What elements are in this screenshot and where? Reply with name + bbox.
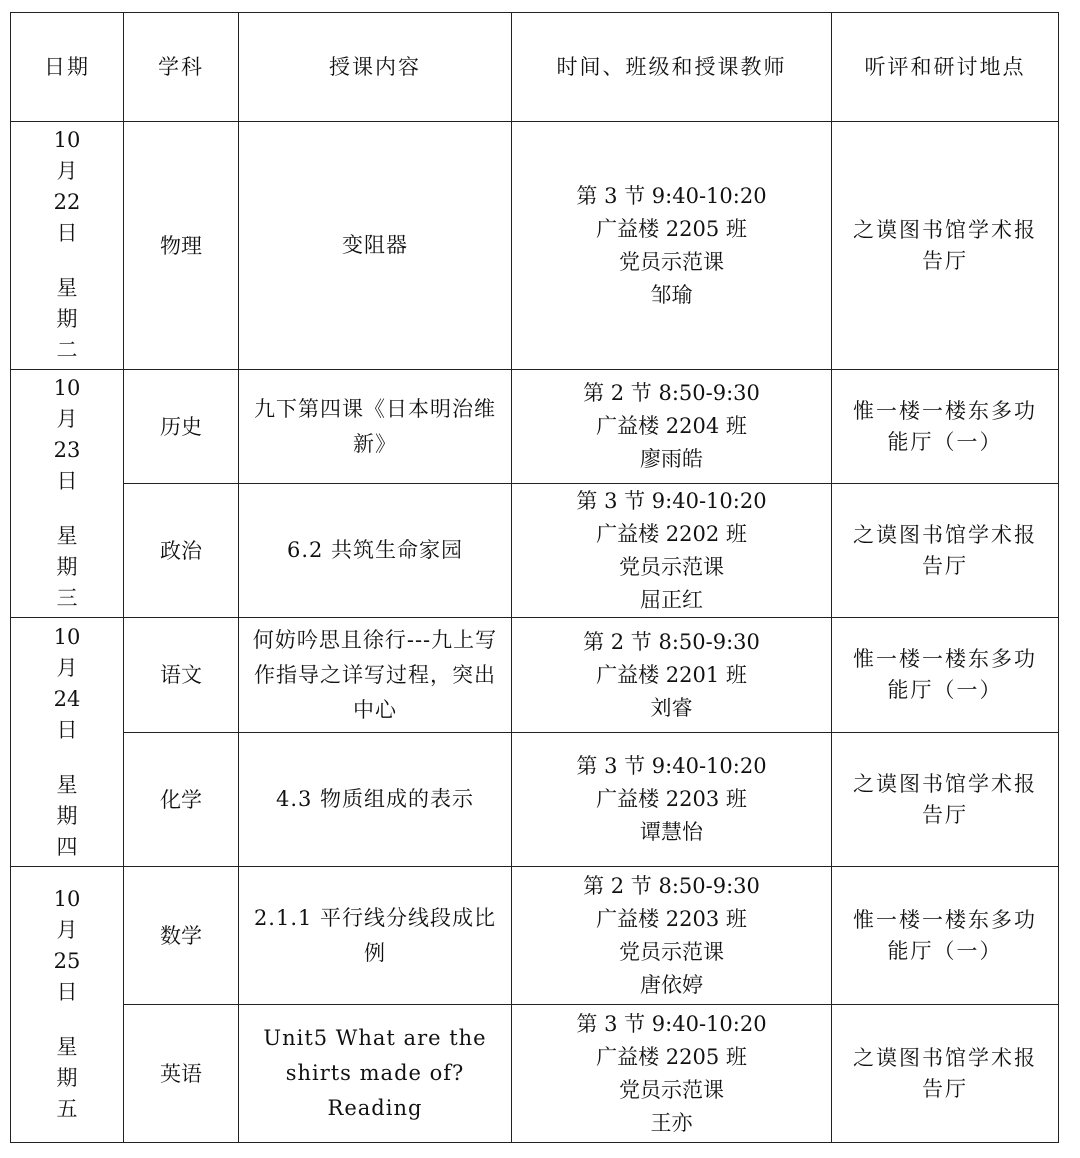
weekday-line: 期: [56, 1066, 78, 1090]
location-cell: 之谟图书馆学术报告厅: [832, 1005, 1059, 1143]
time-line: 广益楼 2201 班: [596, 662, 747, 687]
content-cell: 6.2 共筑生命家园: [239, 484, 512, 618]
time-line: 广益楼 2202 班: [596, 521, 747, 546]
table-row: [11, 867, 1059, 1005]
weekday-line: 星: [56, 772, 78, 797]
date-line: 月: [56, 655, 78, 680]
time-line: 刘睿: [650, 695, 693, 720]
time-line: 第 3 节 9:40-10:20: [576, 488, 767, 513]
date-line: 月: [56, 159, 78, 183]
table-row: [11, 618, 1059, 733]
location-cell: 之谟图书馆学术报告厅: [832, 122, 1059, 370]
table-row: [11, 484, 1059, 618]
subject-cell: 历史: [124, 370, 239, 484]
time-line: 党员示范课: [619, 939, 724, 964]
content-cell: 2.1.1 平行线分线段成比例: [239, 867, 512, 1005]
time-class-teacher-cell: [512, 733, 832, 867]
header-subject: 学科: [124, 13, 239, 122]
content-cell: 何妨吟思且徐行---九上写作指导之详写过程，突出中心: [239, 618, 512, 733]
header-time-class-teacher: 时间、班级和授课教师: [512, 13, 832, 122]
weekday-line: 三: [56, 586, 78, 610]
content-cell: 九下第四课《日本明治维新》: [239, 370, 512, 484]
time-line: 党员示范课: [619, 1077, 724, 1102]
time-line: 广益楼 2205 班: [596, 216, 747, 241]
weekday-line: 星: [56, 1035, 78, 1059]
schedule-table: [10, 12, 1059, 1143]
time-line: 党员示范课: [619, 554, 724, 579]
table-row: [11, 370, 1059, 484]
subject-cell: 语文: [124, 618, 239, 733]
location-cell: 惟一楼一楼东多功能厅（一）: [832, 618, 1059, 733]
header-content: 授课内容: [239, 13, 512, 122]
time-line: 第 3 节 9:40-10:20: [576, 754, 767, 778]
date-line: 25: [53, 949, 81, 973]
time-line: 屈正红: [640, 587, 703, 612]
weekday-line: 四: [56, 834, 78, 859]
time-line: 邹瑜: [650, 282, 693, 307]
date-line: 24: [53, 686, 81, 711]
subject-cell: 政治: [124, 484, 239, 618]
date-line: 月: [56, 918, 78, 942]
date-line: 日: [56, 469, 78, 493]
date-gap: [21, 249, 113, 273]
time-line: 第 2 节 8:50-9:30: [583, 873, 760, 898]
time-line: 广益楼 2204 班: [596, 414, 747, 438]
time-class-teacher-cell: [512, 122, 832, 370]
table-row: [11, 122, 1059, 370]
schedule-body: [11, 122, 1059, 1143]
time-line: 谭慧怡: [640, 820, 703, 844]
date-line: 22: [53, 190, 81, 214]
subject-cell: 物理: [124, 122, 239, 370]
date-line: 10: [53, 376, 81, 400]
date-line: 10: [53, 128, 81, 152]
weekday-line: 期: [56, 555, 78, 579]
weekday-line: 五: [56, 1097, 78, 1121]
location-cell: 之谟图书馆学术报告厅: [832, 733, 1059, 867]
date-cell: [11, 867, 124, 1143]
location-cell: 惟一楼一楼东多功能厅（一）: [832, 370, 1059, 484]
weekday-line: 期: [56, 803, 78, 828]
date-line: 10: [53, 624, 81, 649]
subject-cell: 数学: [124, 867, 239, 1005]
date-gap: [21, 497, 113, 521]
header-location: 听评和研讨地点: [832, 13, 1059, 122]
date-cell: [11, 370, 124, 618]
time-line: 广益楼 2205 班: [596, 1044, 747, 1069]
header-row: [11, 13, 1059, 122]
date-gap: [21, 746, 113, 770]
date-line: 23: [53, 438, 81, 462]
time-line: 广益楼 2203 班: [596, 787, 747, 811]
location-cell: 之谟图书馆学术报告厅: [832, 484, 1059, 618]
table-row: [11, 1005, 1059, 1143]
date-cell: [11, 122, 124, 370]
date-line: 月: [56, 407, 78, 431]
date-line: 日: [56, 717, 78, 742]
table-row: [11, 733, 1059, 867]
time-line: 第 3 节 9:40-10:20: [576, 1011, 767, 1036]
time-line: 广益楼 2203 班: [596, 906, 747, 931]
date-gap: [21, 1008, 113, 1032]
time-class-teacher-cell: [512, 370, 832, 484]
time-line: 党员示范课: [619, 249, 724, 274]
time-class-teacher-cell: [512, 867, 832, 1005]
date-line: 日: [56, 980, 78, 1004]
weekday-line: 星: [56, 524, 78, 548]
weekday-line: 星: [56, 276, 78, 300]
subject-cell: 化学: [124, 733, 239, 867]
content-cell: 4.3 物质组成的表示: [239, 733, 512, 867]
time-line: 唐依婷: [640, 972, 703, 997]
time-line: 王亦: [650, 1110, 693, 1135]
date-line: 日: [56, 221, 78, 245]
date-line: 10: [53, 887, 81, 911]
time-class-teacher-cell: [512, 618, 832, 733]
content-cell: Unit5 What are the shirts made of? Reading: [239, 1005, 512, 1143]
location-cell: 惟一楼一楼东多功能厅（一）: [832, 867, 1059, 1005]
time-line: 廖雨皓: [640, 447, 703, 471]
time-class-teacher-cell: [512, 484, 832, 618]
weekday-line: 期: [56, 307, 78, 331]
content-cell: 变阻器: [239, 122, 512, 370]
date-cell: [11, 618, 124, 867]
time-line: 第 3 节 9:40-10:20: [576, 183, 767, 208]
header-date: 日期: [11, 13, 124, 122]
weekday-line: 二: [56, 338, 78, 362]
time-line: 第 2 节 8:50-9:30: [583, 629, 760, 654]
time-line: 第 2 节 8:50-9:30: [583, 381, 760, 405]
time-class-teacher-cell: [512, 1005, 832, 1143]
subject-cell: 英语: [124, 1005, 239, 1143]
